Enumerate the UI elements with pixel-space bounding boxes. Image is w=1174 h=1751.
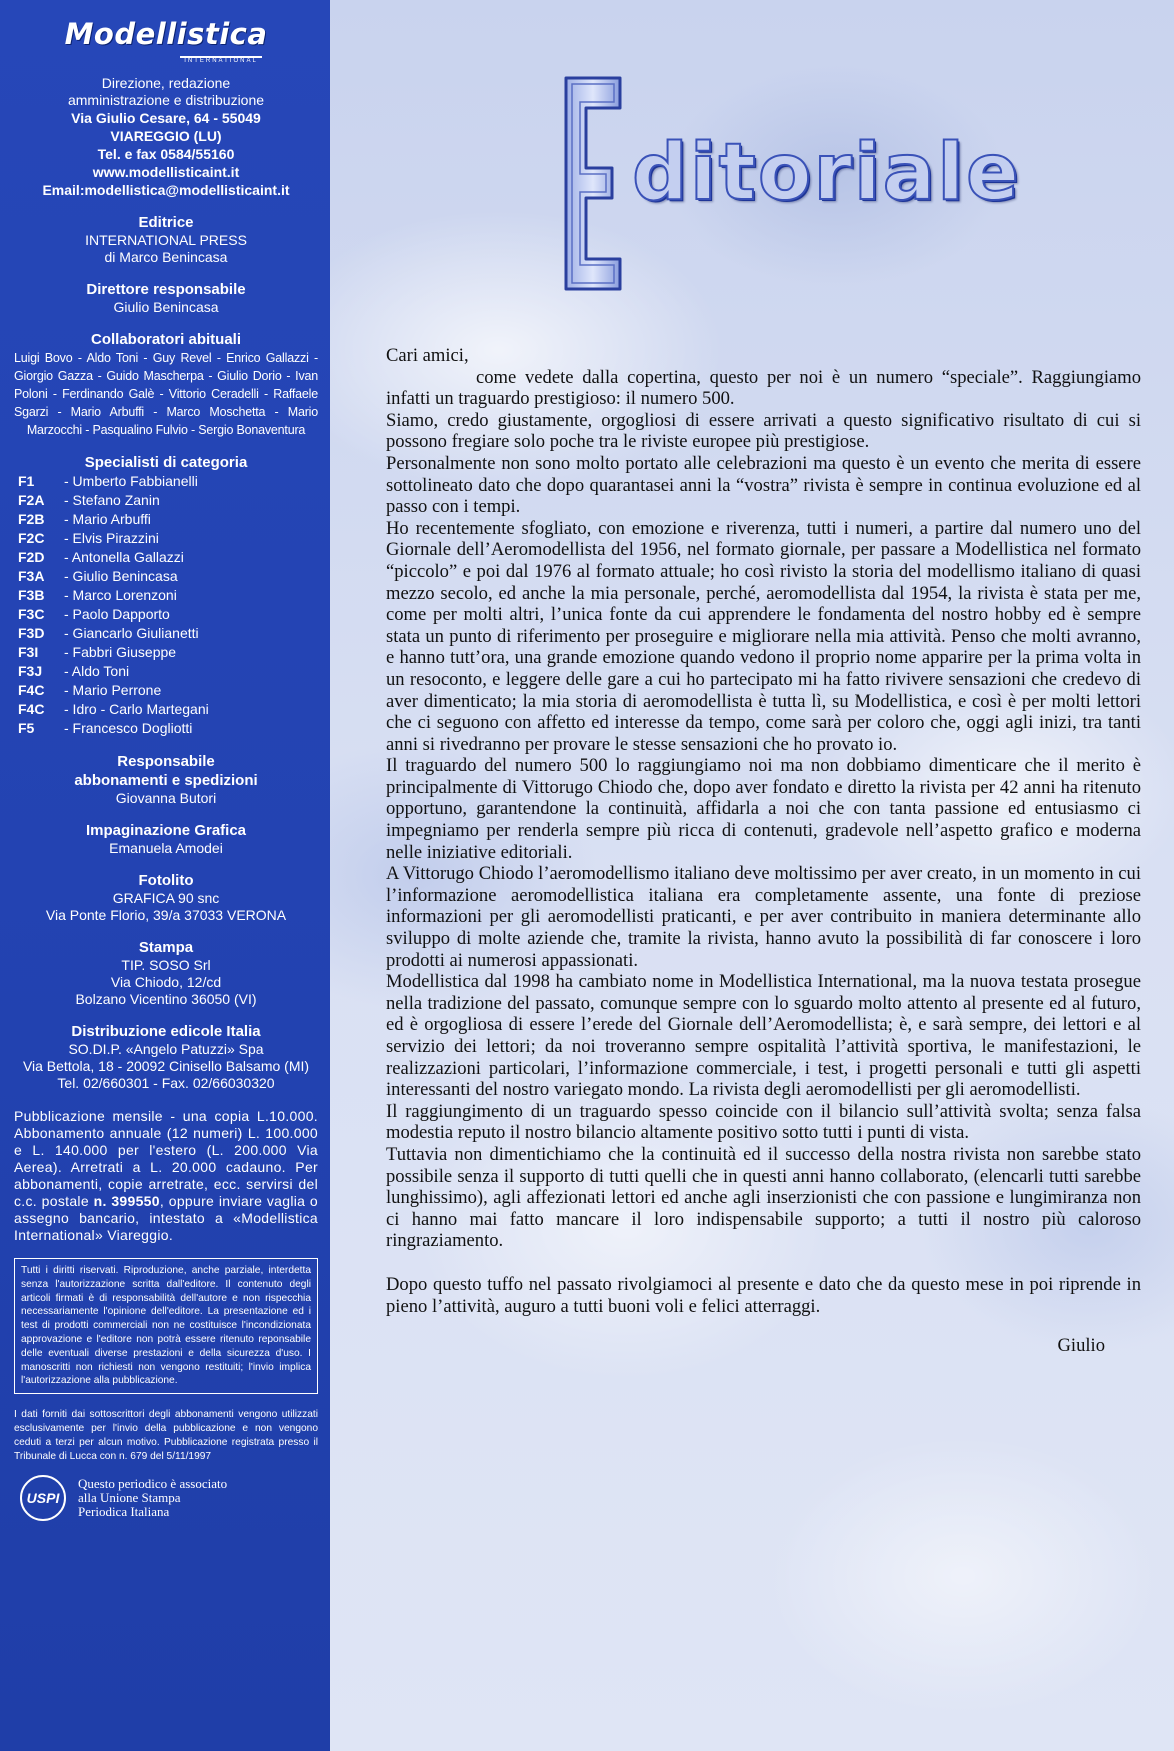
address-email: Email:modellistica@modellisticaint.it: [42, 182, 290, 198]
distribuzione-line3: Tel. 02/660301 - Fax. 02/66030320: [57, 1075, 275, 1091]
fotolito-section: [14, 871, 318, 924]
category-code: F3C: [18, 606, 45, 622]
specialist-name: - Aldo Toni: [64, 663, 130, 679]
category-code: F4C: [18, 682, 45, 698]
editrice-line2: di Marco Benincasa: [104, 249, 228, 265]
specialist-name: - Mario Arbuffi: [64, 511, 151, 527]
category-code: F2A: [18, 492, 45, 508]
paragraph: Siamo, credo giustamente, orgogliosi di essere arrivati a questo significativo risultato di cui si possono fregiare solo poche tra le riviste europee più prestigiose.: [386, 409, 1141, 453]
logo-title: Modellistica: [64, 17, 268, 51]
editorial-body: [386, 345, 1141, 1357]
list-item: [18, 510, 318, 529]
page-title: [562, 76, 1162, 296]
paragraph: Il raggiungimento di un traguardo spesso coincide con il bilancio sull’attività svolta; senza falsa modestia reputo il nostro bilancio altamente positivo sotto tutti i punti di vista.: [386, 1100, 1141, 1144]
specialist-name: - Umberto Fabbianelli: [64, 473, 198, 489]
uspi-line1: Questo periodico è associato: [78, 1476, 228, 1492]
list-item: [18, 548, 318, 567]
specialist-name: - Marco Lorenzoni: [64, 587, 177, 603]
abbonamenti-section: [14, 752, 318, 807]
category-code: F3D: [18, 625, 45, 641]
privacy-notice: I dati forniti dai sottoscrittori degli abbonamenti vengono utilizzati esclusivamente per l'invio della pubblicazione e non vengono ceduti a terzi per alcun motivo. Pubblicazione registrata presso il Tribunale di Lucca con n. 679 del 5/11/1997: [14, 1409, 318, 1462]
distribuzione-line1: SO.DI.P. «Angelo Patuzzi» Spa: [68, 1041, 264, 1057]
direttore-section: [14, 280, 318, 316]
address-web: www.modellisticaint.it: [92, 164, 240, 180]
stampa-title: Stampa: [138, 939, 194, 956]
impaginazione-title: Impaginazione Grafica: [85, 822, 247, 839]
specialist-name: - Elvis Pirazzini: [64, 530, 159, 546]
title-text: ditoriale: [632, 128, 1021, 218]
editorial-page: [330, 0, 1174, 1751]
abbonamenti-name: Giovanna Butori: [115, 790, 217, 806]
specialisti-list: [14, 472, 318, 738]
stampa-line3: Bolzano Vicentino 36050 (VI): [75, 991, 257, 1007]
list-item: [18, 529, 318, 548]
specialist-name: - Giulio Benincasa: [64, 568, 178, 584]
title-initial-e: [562, 76, 624, 291]
stampa-line2: Via Chiodo, 12/cd: [110, 974, 222, 990]
distribuzione-title: Distribuzione edicole Italia: [71, 1023, 261, 1040]
specialist-name: - Paolo Dapporto: [64, 606, 170, 622]
uspi-line2: alla Unione Stampa: [78, 1490, 181, 1506]
category-code: F5: [18, 720, 35, 736]
publication-text-2: , oppure inviare vaglia o assegno bancario, intestato a «Modellistica International» Viareggio.: [14, 1193, 318, 1243]
list-item: [18, 719, 318, 738]
paragraph: Personalmente non sono molto portato alle celebrazioni ma questo è un evento che merita di essere sottolineato dato che dopo quarantasei anni la “vostra” rivista è sempre in continua evoluzione ed al passo con i tempi.: [386, 452, 1141, 518]
list-item: [18, 700, 318, 719]
specialist-name: - Francesco Dogliotti: [64, 720, 193, 736]
address-block: [14, 75, 318, 199]
editrice-title: Editrice: [138, 214, 194, 231]
fotolito-line1: GRAFICA 90 snc: [112, 890, 220, 906]
list-item: [18, 586, 318, 605]
list-item: [18, 643, 318, 662]
list-item: [18, 624, 318, 643]
collaboratori-section: [14, 330, 318, 439]
magazine-logo: [14, 17, 318, 67]
fotolito-line2: Via Ponte Florio, 39/a 37033 VERONA: [45, 907, 287, 923]
paragraph: Il traguardo del numero 500 lo raggiungiamo noi ma non dobbiamo dimenticare che il merito è principalmente di Vittorugo Chiodo che, dopo aver fondato e diretto la rivista per 42 anni ha ritenuto opportuno, garantendone la continuità, affidarla a noi che con tanta passione ed entusiasmo ci impegniamo per renderla sempre più ricca di contenuti, gradevole nell’aspetto grafico e moderna nelle iniziative editoriali.: [386, 755, 1141, 863]
publication-info: [14, 1108, 318, 1244]
direttore-name: Giulio Benincasa: [113, 299, 219, 315]
address-tel: Tel. e fax 0584/55160: [97, 146, 235, 162]
impaginazione-name: Emanuela Amodei: [109, 840, 223, 856]
editrice-section: [14, 213, 318, 266]
paragraph: Modellistica dal 1998 ha cambiato nome in Modellistica International, ma la nuova testata prosegue nella tradizione del passato, comunque sempre con lo sguardo molto attento al presente ed al futuro, ed è orgogliosa di essere l’erede del Giornale dell’Aeromodellista; è, e sarà sempre, dei lettori e al servizio dei lettori; da noi troveranno sempre ospitalità l’attività sportiva, le manifestazioni, le realizzazioni particolari, l’informazione commerciale, i test, i progetti personali e tutti gli aspetti interessanti del nostro variegato mondo. La rivista degli aeromodellisti per gli aeromodellisti.: [386, 971, 1141, 1101]
specialist-name: - Giancarlo Giulianetti: [64, 625, 199, 641]
abbonamenti-title2: abbonamenti e spedizioni: [74, 772, 258, 789]
specialist-name: - Mario Perrone: [64, 682, 162, 698]
specialisti-title: Specialisti di categoria: [84, 454, 248, 471]
publication-text-1: Pubblicazione mensile - una copia L.10.000. Abbonamento annuale (12 numeri) L. 100.000 e L. 140.000 per l'estero (L. 200.000 Via Aerea). Arretrati a L. 20.000 cadauno. Per abbonamenti, copie arretrate, ecc. servirsi del c.c. postale: [14, 1108, 318, 1209]
paragraph: A Vittorugo Chiodo l’aeromodellismo italiano deve moltissimo per aver creato, in un momento in cui l’informazione aeromodellistica italiana era completamente assente, una fonte di preziose informazioni per gli aeromodellisti praticanti, e per aver contribuito in maniera determinante allo sviluppo di molte aziende che, tramite la rivista, hanno avuto la possibilità di far conoscere i loro prodotti ai numerosi appassionati.: [386, 863, 1141, 971]
fotolito-title: Fotolito: [138, 872, 194, 889]
greeting: Cari amici,: [386, 345, 469, 366]
list-item: [18, 472, 318, 491]
specialisti-section: [14, 453, 318, 738]
direttore-title: Direttore responsabile: [86, 281, 246, 298]
impaginazione-section: [14, 821, 318, 857]
category-code: F2D: [18, 549, 45, 565]
paragraph: come vedete dalla copertina, questo per noi è un numero “speciale”. Raggiungiamo infatti un traguardo prestigioso: il numero 500.: [386, 366, 1141, 410]
rights-notice-box: Tutti i diritti riservati. Riproduzione, anche parziale, interdetta senza l'autorizzazione scritta dall'editore. Il contenuto degli articoli firmati è di responsabilità dell'autore e non rispecchia necessariamente l'opinione dell'editore. La presentazione ed i test di prodotti commerciali non ne costituisce l'incondizionata approvazione e l'editore non potrà essere ritenuto reponsabile delle eventuali diverse prestazioni e della sicurezza d'uso. I manoscritti non richiesti non vengono restituiti; l'invio implica l'autorizzazione alla pubblicazione.: [14, 1258, 318, 1394]
closing-paragraph: Dopo questo tuffo nel passato rivolgiamoci al presente e dato che da questo mese in poi riprende in pieno l’attività, auguro a tutti buoni voli e felici atterraggi.: [386, 1273, 1141, 1317]
distribuzione-section: [14, 1022, 318, 1092]
specialist-name: - Antonella Gallazzi: [64, 549, 184, 565]
stampa-line1: TIP. SOSO Srl: [121, 957, 211, 973]
category-code: F3I: [18, 644, 39, 660]
collaboratori-list: Luigi Bovo - Aldo Toni - Guy Revel - Enrico Gallazzi - Giorgio Gazza - Guido Mascherpa - Giulio Dorio - Ivan Poloni - Ferdinando Galè - Vittorio Ceradelli - Raffaele Sgarzi - Mario Arbuffi - Marco Moschetta - Mario Marzocchi - Pasqualino Fulvio - Sergio Bonaventura: [14, 351, 318, 437]
specialist-name: - Fabbri Giuseppe: [64, 644, 177, 660]
category-code: F2B: [18, 511, 45, 527]
uspi-logo-icon: USPI: [20, 1475, 66, 1521]
specialist-name: - Idro - Carlo Martegani: [64, 701, 209, 717]
uspi-line3: Periodica Italiana: [78, 1504, 170, 1520]
category-code: F3B: [18, 587, 45, 603]
list-item: [18, 605, 318, 624]
distribuzione-line2: Via Bettola, 18 - 20092 Cinisello Balsamo (MI): [22, 1058, 310, 1074]
editrice-line1: INTERNATIONAL PRESS: [85, 232, 247, 248]
postal-account: n. 399550: [93, 1193, 160, 1209]
stampa-section: [14, 938, 318, 1008]
logo-subtitle: INTERNATIONAL: [180, 56, 262, 64]
category-code: F3J: [18, 663, 43, 679]
list-item: [18, 681, 318, 700]
abbonamenti-title1: Responsabile: [117, 753, 215, 770]
category-code: F4C: [18, 701, 45, 717]
category-code: F2C: [18, 530, 45, 546]
category-code: F3A: [18, 568, 45, 584]
masthead-sidebar: [0, 0, 330, 1751]
list-item: [18, 491, 318, 510]
signature: Giulio: [1057, 1335, 1105, 1357]
paragraph-gap: [386, 1252, 1141, 1274]
list-item: [18, 567, 318, 586]
category-code: F1: [18, 473, 35, 489]
specialist-name: - Stefano Zanin: [64, 492, 160, 508]
uspi-association: [14, 1475, 318, 1521]
paragraph: Ho recentemente sfogliato, con emozione e riverenza, tutti i numeri, a partire dal numero uno del Giornale dell’Aeromodellista del 1956, nel formato giornale, per passare a Modellistica nel formato “piccolo” e poi dal 1976 al formato attuale; ho così rivisto la storia del modellismo italiano di quasi mezzo secolo, ed anche la mia personale, perché, aeromodellista dal 1954, la rivista è stata per me, come per molti altri, l’unica fonte da cui apprendere le fondamenta del nostro hobby ed è sempre stata un punto di riferimento per proseguire e migliorare nella mia attività. Penso che molti avranno, e hanno tutt’ora, una grande emozione quando vedono il proprio nome apparire per la prima volta in un resoconto, e leggere delle gare a cui ho partecipato mi ha fatto rivivere sensazioni che credevo di aver dimenticato; la mia storia di aeromodellista è tutta lì, su Modellistica, e così è per molti lettori che ci seguono con affetto ed interesse da tempo, come sarà per coloro che, oggi agli inizi, tra tanti anni si rivedranno per provare le stesse sensazioni che ho provato io.: [386, 517, 1141, 755]
address-street: Via Giulio Cesare, 64 - 55049: [71, 110, 261, 126]
uspi-text: [78, 1477, 227, 1519]
paragraph: Tuttavia non dimentichiamo che la continuità ed il successo della nostra rivista non sarebbe stato possibile senza il supporto di tutti quelli che in questi anni hanno collaborato, (elencarli tutti sarebbe lunghissimo), agli affezionati lettori ed anche agli inserzionisti che con passione e lungimiranza non ci hanno mai fatto mancare il loro indispensabile supporto; a tutti il nostro più caloroso ringraziamento.: [386, 1143, 1141, 1252]
address-line1: Direzione, redazione: [101, 75, 231, 91]
address-line2: amministrazione e distribuzione: [67, 92, 265, 108]
address-city: VIAREGGIO (LU): [110, 128, 222, 144]
collaboratori-title: Collaboratori abituali: [90, 331, 241, 348]
list-item: [18, 662, 318, 681]
